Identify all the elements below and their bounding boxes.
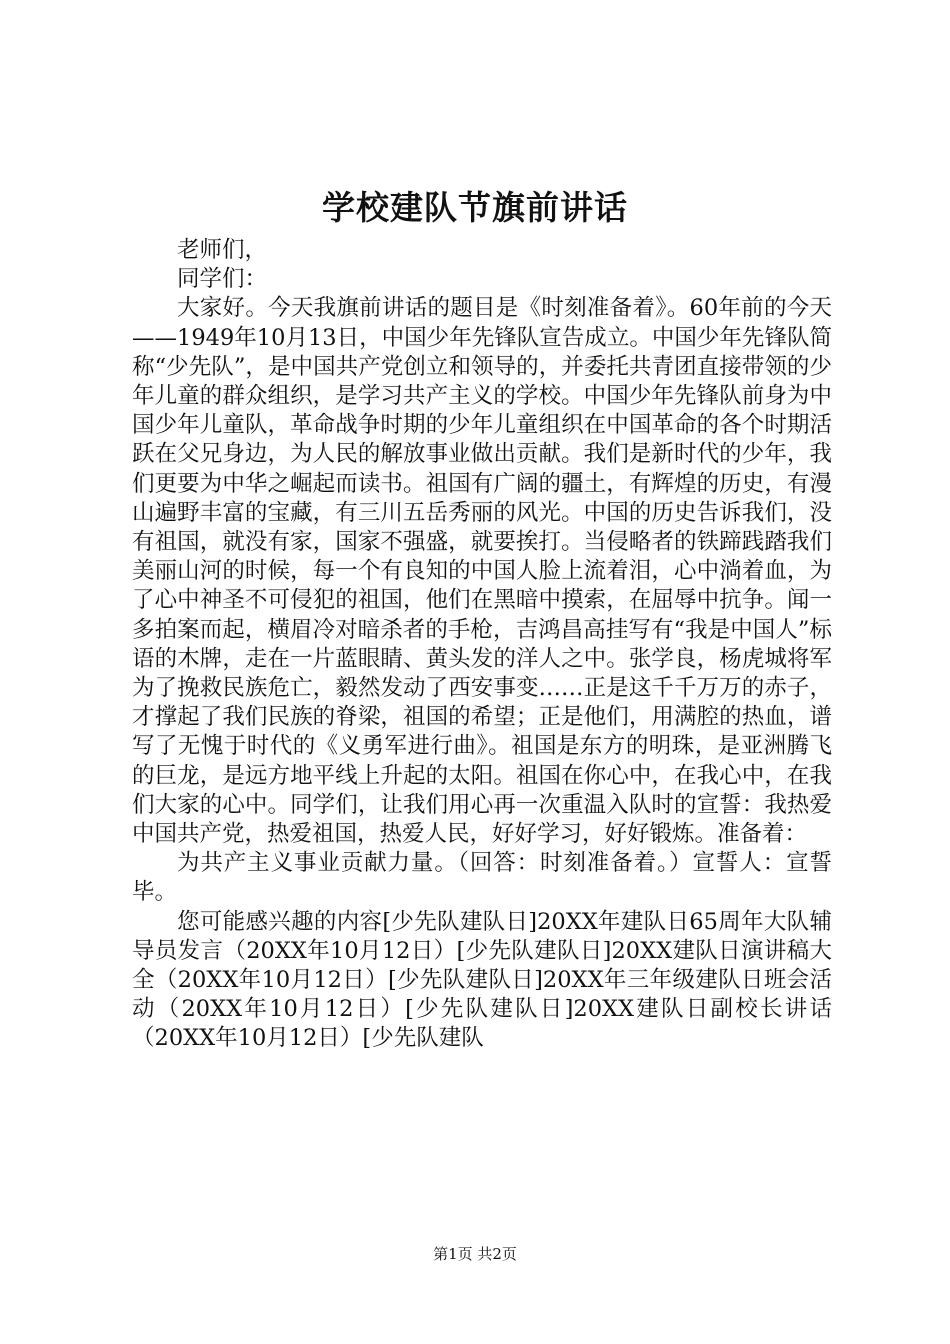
page-number-footer: 第1页 共2页 <box>433 1245 517 1263</box>
oath-paragraph: 为共产主义事业贡献力量。（回答：时刻准备着。）宣誓人：宣誓毕。 <box>132 850 832 906</box>
related-content-paragraph: 您可能感兴趣的内容[少先队建队日]20XX年建队日65周年大队辅导员发言（20XX年10月12日）[少先队建队日]20XX建队日演讲稿大全（20XX年10月12日）[少先队建队日]20XX年三年级建队日班会活动（20XX年10月12日）[少先队建队日]20XX建队日副校长讲话（20XX年10月12日）[少先队建队 <box>132 908 832 1052</box>
speech-main-paragraph: 大家好。今天我旗前讲话的题目是《时刻准备着》。60年前的今天——1949年10月13日，中国少年先锋队宣告成立。中国少年先锋队简称“少先队”，是中国共产党创立和领导的，并委托共青团直接带领的少年儿童的群众组织，是学习共产主义的学校。中国少年先锋队前身为中国少年儿童队，革命战争时期的少年儿童组织在中国革命的各个时期活跃在父兄身边，为人民的解放事业做出贡献。我们是新时代的少年，我们更要为中华之崛起而读书。祖国有广阔的疆土，有辉煌的历史，有漫山遍野丰富的宝藏，有三川五岳秀丽的风光。中国的历史告诉我们，没有祖国，就没有家，国家不强盛，就要挨打。当侵略者的铁蹄践踏我们美丽山河的时候，每一个有良知的中国人脸上流着泪，心中淌着血，为了心中神圣不可侵犯的祖国，他们在黑暗中摸索，在屈辱中抗争。闻一多拍案而起，横眉冷对暗杀者的手枪，吉鸿昌高挂写有“我是中国人”标语的木牌，走在一片蓝眼睛、黄头发的洋人之中。张学良，杨虎城将军为了挽救民族危亡，毅然发动了西安事变……正是这千千万万的赤子，才撑起了我们民族的脊梁，祖国的希望；正是他们，用满腔的热血，谱写了无愧于时代的《义勇军进行曲》。祖国是东方的明珠，是亚洲腾飞的巨龙，是远方地平线上升起的太阳。祖国在你心中，在我心中，在我们大家的心中。同学们，让我们用心再一次重温入队时的宣誓：我热爱中国共产党，热爱祖国，热爱人民，好好学习，好好锻炼。准备着： <box>132 295 832 848</box>
document-body <box>132 236 832 1054</box>
salutation-teachers: 老师们， <box>177 237 268 263</box>
salutation-students: 同学们： <box>177 266 268 293</box>
document-title: 学校建队节旗前讲话 <box>322 188 628 227</box>
